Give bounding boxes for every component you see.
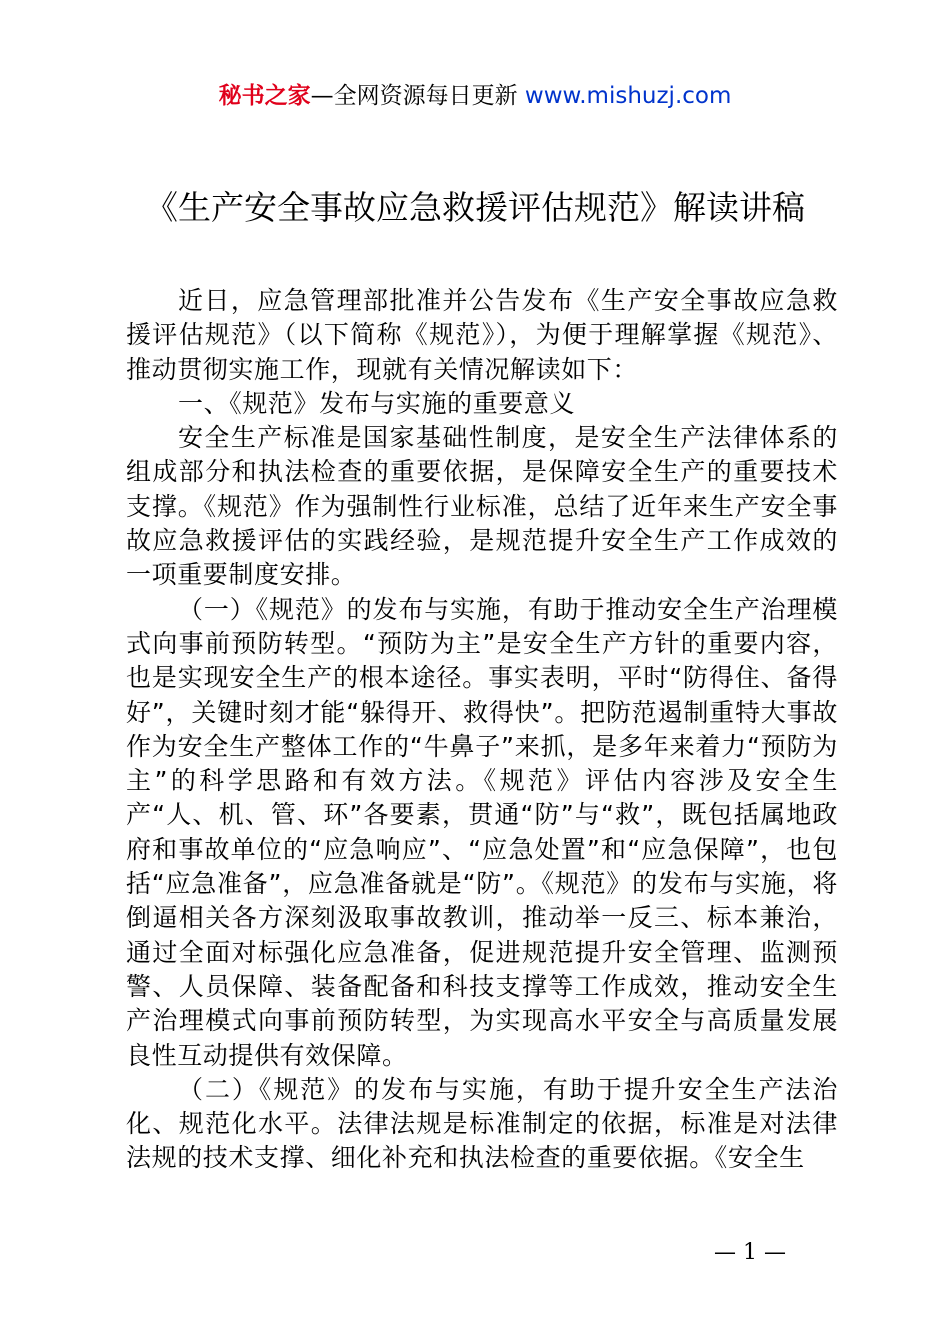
page-number: — 1 —	[714, 1240, 786, 1265]
site-slogan: —全网资源每日更新	[310, 83, 525, 109]
document-body	[126, 284, 838, 1176]
site-url-link[interactable]: www.mishuzj.com	[524, 83, 732, 109]
section-heading-1: 一、《规范》发布与实施的重要意义	[178, 388, 576, 418]
site-header	[0, 80, 950, 112]
paragraph-point-2: （二）《规范》的发布与实施，有助于提升安全生产法治化、规范化水平。法律法规是标准制定的依据，标准是对法律法规的技术支撑、细化补充和执法检查的重要依据。《安全生	[126, 1074, 838, 1173]
paragraph-standards: 安全生产标准是国家基础性制度，是安全生产法律体系的组成部分和执法检查的重要依据，是保障安全生产的重要技术支撑。《规范》作为强制性行业标准，总结了近年来生产安全事故应急救援评估的实践经验，是规范提升安全生产工作成效的一项重要制度安排。	[126, 423, 838, 590]
site-brand: 秘书之家	[218, 83, 311, 109]
paragraph-point-1: （一）《规范》的发布与实施，有助于推动安全生产治理模式向事前预防转型。“预防为主”是安全生产方针的重要内容，也是实现安全生产的根本途径。事实表明，平时“防得住、备得好”，关键时刻才能“躲得开、救得快”。把防范遏制重特大事故作为安全生产整体工作的“牛鼻子”来抓，是多年来着力“预防为主”的科学思路和有效方法。《规范》评估内容涉及安全生产“人、机、管、环”各要素，贯通“防”与“救”，既包括属地政府和事故单位的“应急响应”、“应急处置”和“应急保障”，也包括“应急准备”，应急准备就是“防”。《规范》的发布与实施，将倒逼相关各方深刻汲取事故教训，推动举一反三、标本兼治，通过全面对标强化应急准备，促进规范提升安全管理、监测预警、人员保障、装备配备和科技支撑等工作成效，推动安全生产治理模式向事前预防转型，为实现高水平安全与高质量发展良性互动提供有效保障。	[126, 594, 838, 1070]
paragraph-intro: 近日，应急管理部批准并公告发布《生产安全事故应急救援评估规范》（以下简称《规范》），为便于理解掌握《规范》、推动贯彻实施工作，现就有关情况解读如下：	[126, 286, 838, 384]
document-title: 《生产安全事故应急救援评估规范》解读讲稿	[145, 188, 805, 227]
